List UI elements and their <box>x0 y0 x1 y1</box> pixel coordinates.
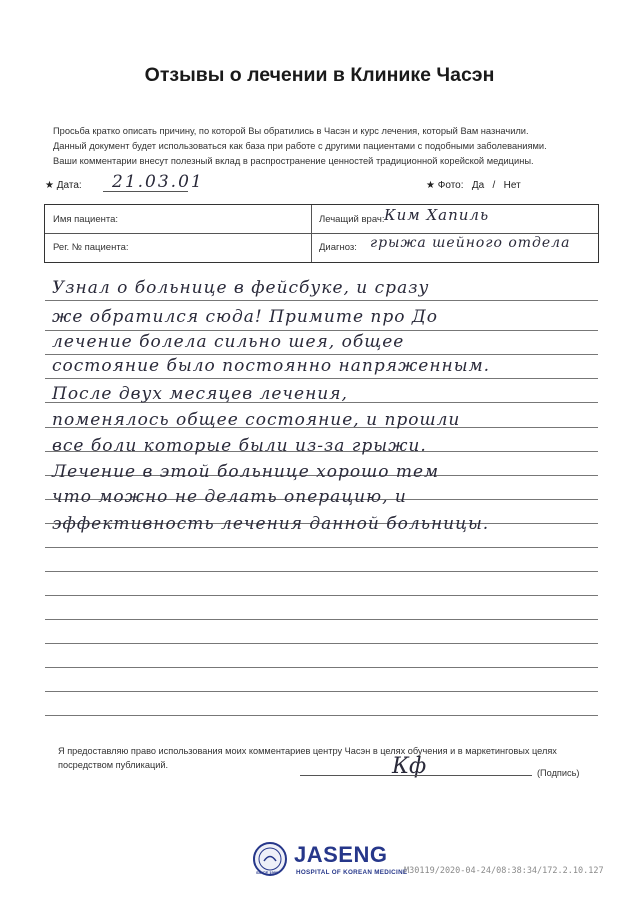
review-line: что можно не делать операцию, и <box>52 487 407 507</box>
ruled-line <box>45 619 598 620</box>
diagnosis-value: грыжа шейного отдела <box>370 235 571 251</box>
table-divider <box>45 233 598 234</box>
date-value: 21.03.01 <box>112 172 204 192</box>
signature-label: (Подпись) <box>537 768 580 778</box>
logo-since-text: SINCE 1990 <box>256 870 279 875</box>
review-line: поменялось общее состояние, и прошли <box>52 410 461 430</box>
review-line: Лечение в этой больнице хорошо тем <box>52 462 440 482</box>
intro-text <box>53 124 613 169</box>
ruled-line <box>45 378 598 379</box>
consent-text <box>58 744 608 772</box>
doctor-value: Ким Хапиль <box>384 206 490 224</box>
patient-name-label: Имя пациента: <box>53 214 119 225</box>
signature-line <box>300 775 532 776</box>
ruled-line <box>45 595 598 596</box>
ruled-line <box>45 330 598 331</box>
patient-info-table <box>44 204 599 263</box>
intro-line: Ваши комментарии внесут полезный вклад в распространение ценностей традиционной корейской медицины. <box>53 156 534 166</box>
intro-line: Данный документ будет использоваться как база при работе с другими пациентами с подобными заболеваниями. <box>53 141 547 151</box>
page-title: Отзывы о лечении в Клинике Часэн <box>144 64 495 86</box>
review-line: же обратился сюда! Примите про До <box>52 307 438 327</box>
review-line: все боли которые были из-за грыжи. <box>52 436 427 456</box>
ruled-line <box>45 715 598 716</box>
photo-label: ★ Фото: <box>426 180 464 191</box>
ruled-line <box>45 300 598 301</box>
review-line: Узнал о больнице в фейсбуке, и сразу <box>52 278 430 298</box>
ruled-line <box>45 354 598 355</box>
reg-number-label: Рег. № пациента: <box>53 242 129 253</box>
scan-stamp: M30119/2020-04-24/08:38:34/172.2.10.127 <box>404 866 604 876</box>
photo-yes[interactable]: Да <box>471 180 485 191</box>
diagnosis-label: Диагноз: <box>319 242 357 253</box>
review-line: После двух месяцев лечения, <box>52 384 348 404</box>
ruled-line <box>45 547 598 548</box>
ruled-line <box>45 691 598 692</box>
table-divider <box>311 205 312 262</box>
ruled-line <box>45 667 598 668</box>
photo-no[interactable]: Нет <box>503 180 521 191</box>
consent-line: Я предоставляю право использования моих комментариев центру Часэн в целях обучения и в маркетинговых целях <box>58 746 557 756</box>
doctor-label: Лечащий врач: <box>319 214 385 225</box>
ruled-line <box>45 643 598 644</box>
review-line: состояние было постоянно напряженным. <box>52 356 491 376</box>
date-label: ★ Дата: <box>45 180 82 191</box>
review-line: лечение болела сильно шея, общее <box>52 332 405 352</box>
photo-separator: / <box>492 180 496 191</box>
brand-subtitle: HOSPITAL OF KOREAN MEDICINE <box>296 869 408 876</box>
signature-mark: Кф <box>392 754 427 779</box>
date-underline <box>103 191 188 192</box>
intro-line: Просьба кратко описать причину, по которой Вы обратились в Часэн и курс лечения, который Вам назначили. <box>53 126 529 136</box>
consent-line: посредством публикаций. <box>58 760 169 770</box>
brand-name: JASENG <box>294 842 388 867</box>
ruled-line <box>45 571 598 572</box>
review-line: эффективность лечения данной больницы. <box>52 514 490 534</box>
photo-consent <box>426 180 521 191</box>
